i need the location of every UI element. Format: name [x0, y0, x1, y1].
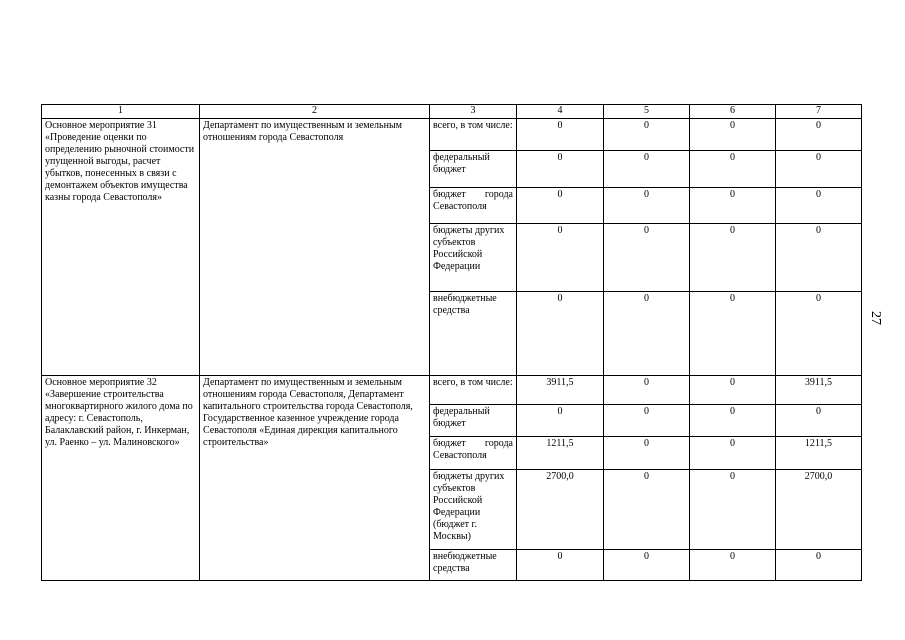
header-row	[42, 105, 862, 119]
header-cell: 6	[690, 105, 776, 119]
value-cell: 0	[517, 405, 604, 437]
value-cell: 0	[690, 188, 776, 224]
header-cell: 7	[776, 105, 862, 119]
funding-source-cell: внебюджетные средства	[430, 550, 517, 581]
value-cell: 0	[604, 119, 690, 151]
value-cell: 0	[604, 376, 690, 405]
value-cell: 0	[690, 151, 776, 188]
event-name-cell: Основное мероприятие 31 «Проведение оценки по определению рыночной стоимости упущенной выгоды, расчет убытков, понесенных в связи с демонтажем объектов имущества казны города Севастополя»	[42, 119, 200, 376]
value-cell: 0	[604, 151, 690, 188]
value-cell: 0	[690, 550, 776, 581]
value-cell: 1211,5	[517, 437, 604, 470]
value-cell: 0	[690, 224, 776, 292]
value-cell: 0	[776, 188, 862, 224]
value-cell: 0	[517, 188, 604, 224]
value-cell: 0	[776, 405, 862, 437]
value-cell: 0	[690, 437, 776, 470]
header-cell: 2	[200, 105, 430, 119]
value-cell: 0	[776, 151, 862, 188]
value-cell: 0	[776, 119, 862, 151]
value-cell: 3911,5	[776, 376, 862, 405]
value-cell: 0	[604, 292, 690, 376]
page-number: 27	[868, 311, 883, 325]
budget-table	[41, 104, 862, 581]
value-cell: 0	[690, 119, 776, 151]
table-row	[42, 119, 862, 151]
header-cell: 4	[517, 105, 604, 119]
value-cell: 0	[604, 188, 690, 224]
header-cell: 3	[430, 105, 517, 119]
value-cell: 0	[517, 151, 604, 188]
value-cell: 0	[604, 224, 690, 292]
funding-source-cell: бюджеты других субъектов Российской Федерации (бюджет г. Москвы)	[430, 470, 517, 550]
value-cell: 3911,5	[517, 376, 604, 405]
value-cell: 0	[604, 437, 690, 470]
value-cell: 0	[517, 550, 604, 581]
funding-source-cell: всего, в том числе:	[430, 119, 517, 151]
funding-source-cell: бюджет города Севастополя	[430, 188, 517, 224]
funding-source-cell: федеральный бюджет	[430, 405, 517, 437]
value-cell: 0	[517, 292, 604, 376]
value-cell: 0	[776, 550, 862, 581]
executor-cell: Департамент по имущественным и земельным отношениям города Севастополя	[200, 119, 430, 376]
funding-source-cell: бюджеты других субъектов Российской Федерации	[430, 224, 517, 292]
value-cell: 2700,0	[776, 470, 862, 550]
value-cell: 0	[690, 405, 776, 437]
value-cell: 0	[517, 224, 604, 292]
funding-source-cell: бюджет города Севастополя	[430, 437, 517, 470]
header-cell: 5	[604, 105, 690, 119]
value-cell: 0	[776, 292, 862, 376]
value-cell: 1211,5	[776, 437, 862, 470]
value-cell: 0	[690, 470, 776, 550]
funding-source-cell: федеральный бюджет	[430, 151, 517, 188]
value-cell: 0	[604, 405, 690, 437]
value-cell: 0	[776, 224, 862, 292]
value-cell: 0	[604, 550, 690, 581]
value-cell: 0	[690, 292, 776, 376]
value-cell: 0	[517, 119, 604, 151]
value-cell: 0	[604, 470, 690, 550]
value-cell: 0	[690, 376, 776, 405]
executor-cell: Департамент по имущественным и земельным отношениям города Севастополя, Департамент капитального строительства города Севастополя, Государственное казенное учреждение города Севастополя «Единая дирекция капитального строительства»	[200, 376, 430, 581]
table-row	[42, 376, 862, 405]
value-cell: 2700,0	[517, 470, 604, 550]
event-name-cell: Основное мероприятие 32 «Завершение строительства многоквартирного жилого дома по адресу: г. Севастополь, Балаклавский район, г. Инкерман, ул. Раенко – ул. Малиновского»	[42, 376, 200, 581]
header-cell: 1	[42, 105, 200, 119]
funding-source-cell: всего, в том числе:	[430, 376, 517, 405]
funding-source-cell: внебюджетные средства	[430, 292, 517, 376]
